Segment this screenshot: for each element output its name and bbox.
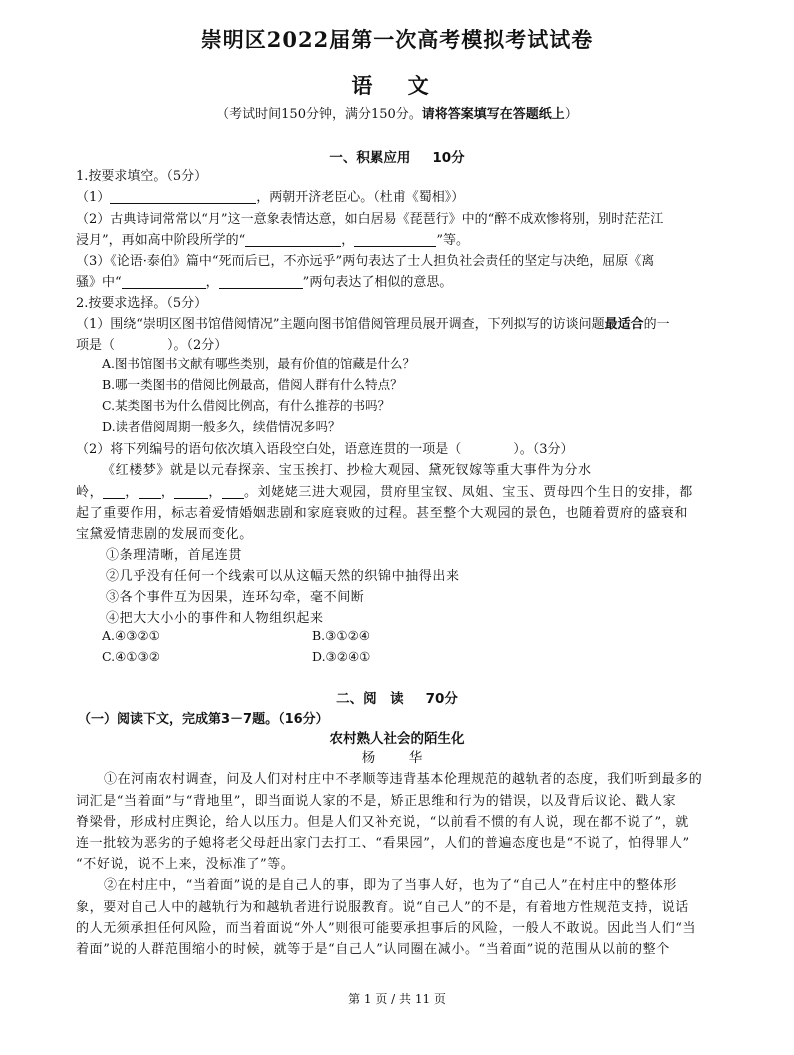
passage-text: 。刘姥姥三进大观园，贯府里宝钗、凤姐、宝玉、贾母四个生日的安排，都: [244, 485, 693, 500]
q1-stem: 1.按要求填空。（5分）: [76, 169, 208, 184]
q2-part1-option-c[interactable]: C.某类图书为什么借阅比例高，有什么推荐的书吗？: [102, 398, 391, 413]
exam-title: 崇明区2022届第一次高考模拟考试试卷: [200, 27, 594, 52]
section-1-heading: [0, 146, 794, 166]
q2-part2-option-c[interactable]: C.④①③②: [102, 649, 160, 664]
q1-part3-line2: [76, 271, 452, 290]
answer-blank[interactable]: [219, 274, 303, 289]
answer-blank[interactable]: [222, 484, 244, 499]
exam-info-close: ）: [564, 107, 578, 122]
statement-1: ①条理清晰，首尾连贯: [106, 548, 243, 563]
para1-line: 连一批较为恶劣的子媳将老父母赶出家门去打工、“看果园”，人们的普遍态度也是“不说了，怕得罪人”: [76, 836, 690, 851]
q2-part1-option-b[interactable]: B.哪一类图书的借阅比例最高，借阅人群有什么特点？: [102, 377, 403, 392]
section-1-title: 一、积累应用: [329, 150, 411, 166]
q2-part2-option-d[interactable]: D.③②④①: [312, 649, 371, 664]
para1-line: ①在河南农村调查，问及人们对村庄中不孝顺等违背基本伦理规范的越轨者的态度，我们听到最多的: [104, 772, 703, 787]
page-footer: 第 1 页 / 共 11 页: [348, 992, 446, 1006]
statement-4: ④把大大小小的事件和人物组织起来: [106, 611, 324, 626]
passage-text: 岭，: [76, 485, 104, 500]
answer-blank[interactable]: [174, 484, 208, 499]
para2-line: 象，要对自己人中的越轨行为和越轨者进行说服教育。说“自己人”的不是，有着地方性规范支持，说话: [76, 900, 689, 915]
answer-blank[interactable]: [103, 484, 125, 499]
q1-part1-prefix: （1）: [76, 190, 111, 205]
q2-part1-text: （1）围绕“崇明区图书馆借阅情况”主题向图书馆借阅管理员展开调查，下列拟写的访谈问题: [76, 317, 605, 332]
q2-part2-option-a[interactable]: A.④③②①: [102, 628, 160, 643]
q1-part3-line1: （3）《论语·泰伯》篇中“死而后已，不亦远乎”两句表达了士人担负社会责任的坚定与决绝，屈原《离: [76, 254, 655, 269]
q1-part2-text-c: ”等。: [436, 233, 469, 248]
passage-text: ，: [208, 485, 223, 500]
q1-part2-line2: [76, 229, 469, 248]
answer-blank[interactable]: [110, 189, 256, 204]
q2-passage-line3: 起了重要作用，标志着爱情婚姻悲剧和家庭衰败的过程。甚至整个大观园的景色，也随着贾府的盛衰和: [76, 506, 689, 521]
answer-blank[interactable]: [139, 484, 161, 499]
q2-passage-line2: [76, 481, 693, 500]
para1-line: 脊梁骨，形成村庄舆论，给人以压力。但是人们又补充说，“以前看不惯的有人说，现在都不说了”，就: [76, 815, 689, 830]
section-2-title: 二、阅 读: [336, 691, 404, 707]
q2-part1-line2: 项是（ ）。（2分）: [76, 338, 228, 353]
article-author: 杨 华: [361, 750, 433, 766]
answer-blank[interactable]: [122, 274, 206, 289]
passage-text: ，: [160, 485, 175, 500]
para2-line: ②在村庄中，“当着面”说的是自己人的事，即为了当事人好，也为了“自己人”在村庄中的整体形: [104, 878, 677, 893]
para1-line: 词汇是“当着面”与“背地里”，即当面说人家的不是，矫正思维和行为的错误，以及背后议论、戳人家: [76, 794, 677, 809]
q1-part3-text-b: ，: [205, 275, 219, 290]
statement-2: ②几乎没有任何一个线索可以从这幅天然的织锦中抽得出来: [106, 569, 460, 584]
q2-part2-option-b[interactable]: B.③①②④: [312, 628, 370, 643]
q2-part1-emphasis: 最适合: [604, 317, 644, 332]
q1-part3-text-a: 骚》中“: [76, 275, 122, 290]
para2-line: 着面”说的人群范围缩小的时候，就等于是“自己人”认同圈在减小。“当着面”说的范围从以前的整个: [76, 942, 670, 957]
q2-part1-option-d[interactable]: D.读者借阅周期一般多久，续借情况多吗？: [102, 419, 341, 434]
para1-line: “不好说，说不上来，没标准了”等。: [76, 857, 295, 872]
exam-info-text: （考试时间150分钟，满分150分。: [216, 107, 422, 122]
q1-part2-text-b: ，: [341, 233, 355, 248]
exam-info: [0, 103, 794, 122]
exam-info-instruction: 请将答案填写在答题纸上: [421, 107, 565, 122]
q2-part1-line1: [76, 313, 670, 332]
section-2-heading: [0, 687, 794, 707]
reading-part-title: （一）阅读下文，完成第3－7题。（16分）: [78, 712, 329, 727]
q2-part1-option-a[interactable]: A.图书馆图书文献有哪些类别，最有价值的馆藏是什么？: [102, 356, 416, 371]
para2-line: 的人无须承担任何风险，而当着面说“外人”则很可能要承担事后的风险，一般人不敢说。因此当人们“当: [76, 921, 697, 936]
q1-part2-text-a: 浸月”，再如高中阶段所学的“: [76, 233, 246, 248]
q1-part3-text-c: ”两句表达了相似的意思。: [302, 275, 453, 290]
q2-stem: 2.按要求选择。（5分）: [76, 296, 208, 311]
q2-part2-stem: （2）将下列编号的语句依次填入语段空白处，语意连贯的一项是（ ）。（3分）: [76, 442, 574, 457]
q1-part1-suffix: ，两朝开济老臣心。（杜甫《蜀相》）: [256, 190, 465, 205]
q1-part1: [76, 186, 464, 205]
answer-blank[interactable]: [245, 232, 341, 247]
article-title: 农村熟人社会的陌生化: [329, 731, 465, 747]
section-1-points: 10分: [432, 150, 465, 166]
section-2-points: 70分: [425, 691, 458, 707]
passage-text: ，: [125, 485, 139, 500]
q1-part2-line1: （2）古典诗词常常以“月”这一意象表情达意，如白居易《琵琶行》中的“醉不成欢惨将别，别时茫茫江: [76, 212, 664, 227]
q2-passage-line4: 宝黛爱情悲剧的发展而变化。: [76, 527, 253, 542]
statement-3: ③各个事件互为因果，连环勾牵，毫不间断: [106, 590, 365, 605]
answer-blank[interactable]: [354, 232, 436, 247]
q2-passage-line1: 《红楼梦》就是以元春探亲、宝玉挨打、抄检大观园、黛死钗嫁等重大事件为分水: [102, 463, 592, 478]
q2-part1-text-end: 的一: [643, 317, 670, 332]
subject-heading: 语 文: [351, 73, 443, 98]
